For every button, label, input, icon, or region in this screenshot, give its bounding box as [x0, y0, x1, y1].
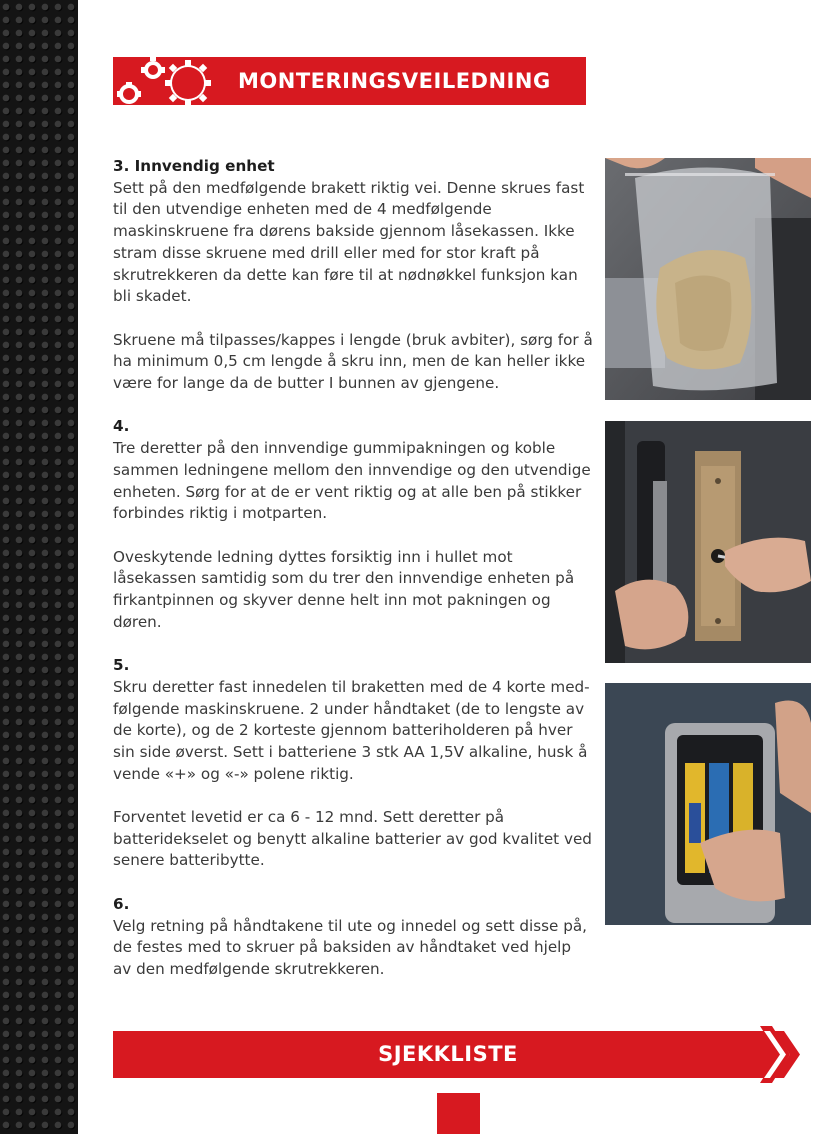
page-title: MONTERINGSVEILEDNING — [238, 69, 551, 93]
page-number-marker — [437, 1093, 480, 1134]
battery-insert-photo — [605, 683, 811, 925]
screw-bag-photo — [605, 158, 811, 400]
section-heading: 5. — [113, 656, 130, 675]
paragraph: Skruene må tilpasses/kappes i lengde (bruk avbiter), sørg for å ha minimum 0,5 cm lengde å skru inn, men de kan heller ikke være for lange da de butter I bunnen av gjengene. — [113, 330, 593, 393]
paragraph: Sett på den medfølgende brakett riktig vei. Denne skrues fast til den utvendige enheten med de 4 medfølgende maskinskruene fra dørens bakside gjennom låsekassen. Ikke stram disse skruene med drill eller med for stor kraft på skrutrekkeren da dette kan føre til at nødnøkkel funksjon kan bli skadet. — [113, 178, 585, 306]
paragraph: Oveskytende ledning dyttes forsiktig inn i hullet mot låsekassen samtidig som du trer den innvendige enheten på firkantpinnen og skyver denne helt inn mot pakningen og døren. — [113, 547, 575, 631]
paragraph: Tre deretter på den innvendige gummipakningen og koble sammen ledningene mellom den innvendige og den utvendige enheten. Sørg for at de er vent riktig og at alle ben på stikker forbindes riktig i motparten. — [113, 439, 591, 523]
paragraph: Velg retning på håndtakene til ute og innedel og sett disse på, de festes med to skruer på baksiden av håndtaket ved hjelp av den medfølgende skrutrekkeren. — [113, 916, 587, 978]
decorative-side-strip — [0, 0, 78, 1134]
section-heading: 4. — [113, 417, 130, 436]
section-heading: 6. — [113, 894, 130, 913]
section-heading: 3. Innvendig enhet — [113, 157, 275, 175]
checklist-title: SJEKKLISTE — [378, 1042, 518, 1066]
instructions-column — [113, 156, 593, 981]
paragraph: Forventet levetid er ca 6 - 12 mnd. Sett deretter på batteridekselet og benytt alkaline batterier av god kvalitet ved senere batteribytte. — [113, 808, 592, 870]
paragraph: Skru deretter fast innedelen til braketten med de 4 korte med-følgende maskinskruene. 2 under håndtaket (de to lengste av de korte), og de 2 korteste gjennom batteriholderen på hver sin side øverst. Sett i batteriene 3 stk AA 1,5V alkaline, husk å vende «+» og «-» polene riktig. — [113, 677, 590, 783]
double-chevron-right-icon — [760, 1026, 804, 1083]
bracket-mounting-photo — [605, 421, 811, 663]
gears-icon — [113, 57, 221, 105]
